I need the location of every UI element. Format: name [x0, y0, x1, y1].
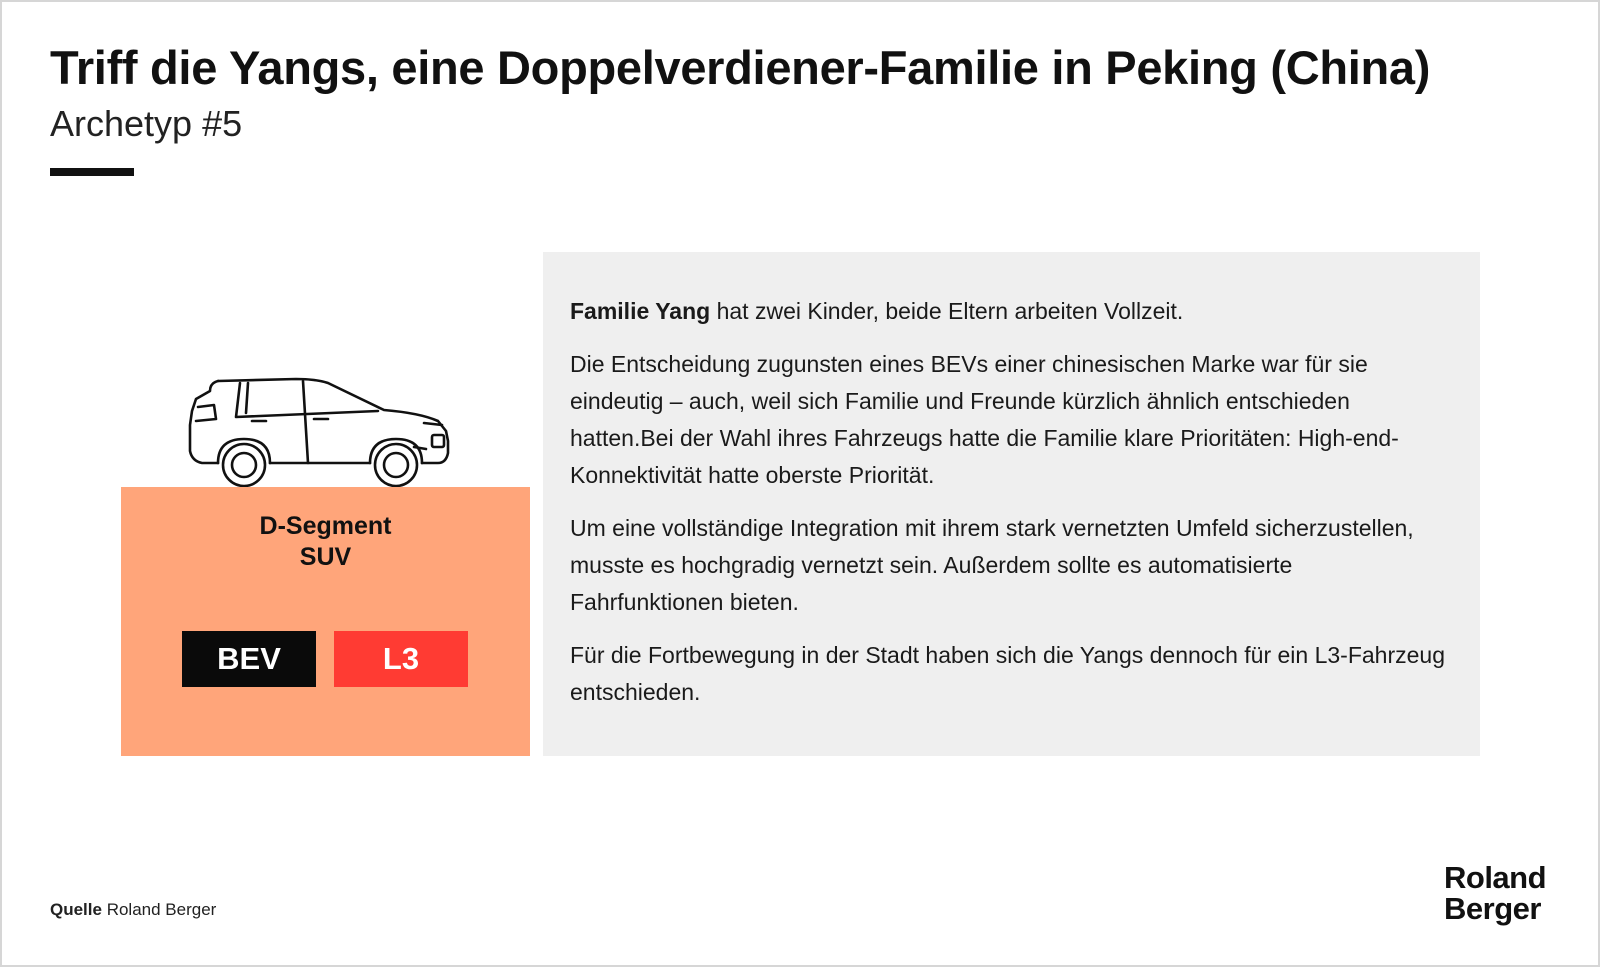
source-value: Roland Berger — [101, 900, 217, 919]
description-paragraph-4: Für die Fortbewegung in der Stadt haben sich die Yangs dennoch für ein L3-Fahrzeug entschieden. — [570, 642, 1445, 705]
segment-body-type: SUV — [299, 543, 352, 571]
source-note — [50, 900, 216, 920]
family-intro: hat zwei Kinder, beide Eltern arbeiten Vollzeit. — [710, 298, 1184, 324]
source-label: Quelle — [50, 900, 102, 919]
page-subtitle: Archetyp #5 — [50, 103, 243, 144]
roland-berger-logo — [1444, 862, 1546, 924]
segment-label — [121, 511, 530, 573]
title-underline — [50, 168, 134, 176]
suv-car-icon — [188, 377, 460, 489]
description-paragraph-1 — [570, 293, 1450, 330]
family-name: Familie Yang — [570, 298, 711, 324]
logo-line-2: Berger — [1444, 891, 1541, 926]
logo-line-1: Roland — [1444, 860, 1547, 895]
description-paragraph-3: Um eine vollständige Integration mit ihrem stark vernetzten Umfeld sicherzustellen, musste es hochgradig vernetzt sein. Außerdem sollte es automatisierte Fahrfunktionen bieten. — [570, 515, 1414, 615]
description-paragraph-2: Die Entscheidung zugunsten eines BEVs einer chinesischen Marke war für sie eindeutig – auch, weil sich Familie und Freunde kürzlich ähnlich entschieden hatten.Bei der Wahl ihres Fahrzeugs hatte die Familie klare Prioritäten: High-end-Konnektivität hatte oberste Priorität. — [570, 351, 1399, 488]
segment-card — [121, 487, 530, 756]
l3-badge: L3 — [334, 631, 468, 687]
description-box — [543, 252, 1480, 756]
segment-class: D-Segment — [259, 512, 392, 540]
bev-badge: BEV — [182, 631, 316, 687]
page-title: Triff die Yangs, eine Doppelverdiener-Familie in Peking (China) — [50, 41, 1431, 94]
